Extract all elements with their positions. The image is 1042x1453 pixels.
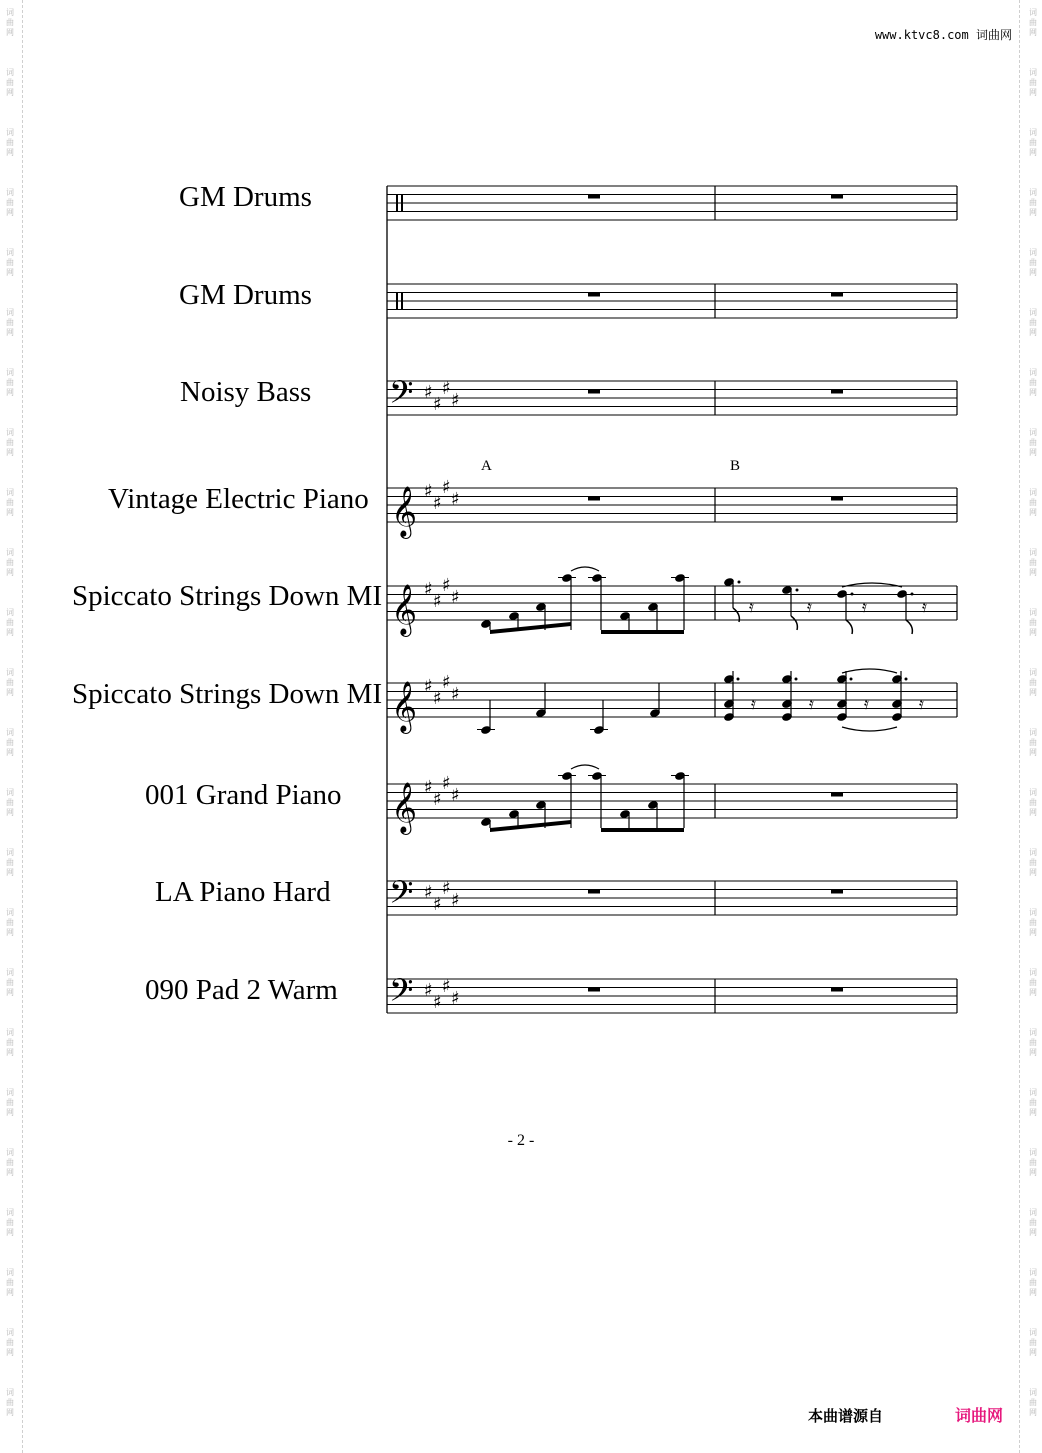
watermark-text: 词 曲 网: [1029, 1028, 1037, 1057]
tie: [571, 567, 599, 571]
watermark-text: 词 曲 网: [1029, 248, 1037, 277]
watermark-text: 词 曲 网: [6, 1328, 14, 1357]
watermark-text: 词 曲 网: [1029, 68, 1037, 97]
sixteenth-rest-icon: 𝄿: [807, 597, 812, 616]
site-name: 词曲网: [975, 28, 1012, 42]
watermark-text: 词 曲 网: [1029, 428, 1037, 457]
watermark-text: 词 曲 网: [6, 428, 14, 457]
sixteenth-rest-icon: 𝄿: [749, 597, 754, 616]
watermark-text: 词 曲 网: [1029, 608, 1037, 637]
bass-clef-icon: 𝄢: [389, 374, 414, 418]
treble-clef-icon: 𝄞: [391, 681, 418, 732]
sharp-icon: ♯: [442, 378, 451, 399]
staccato-dot: [905, 678, 908, 681]
sharp-icon: ♯: [451, 890, 460, 911]
sharp-icon: ♯: [442, 976, 451, 997]
staccato-dot: [738, 581, 741, 584]
sharp-icon: ♯: [433, 789, 442, 810]
percussion-clef: [401, 293, 403, 310]
watermark-text: 词 曲 网: [1029, 788, 1037, 817]
sharp-icon: ♯: [424, 481, 433, 502]
watermark-text: 词 曲 网: [1029, 1268, 1037, 1297]
sixteenth-rest-icon: 𝄿: [809, 694, 814, 713]
sixteenth-rest-icon: 𝄿: [919, 694, 924, 713]
watermark-text: 词 曲 网: [6, 1088, 14, 1117]
watermark-text: 词 曲 网: [6, 608, 14, 637]
watermark-text: 词 曲 网: [1029, 128, 1037, 157]
note-beam: [601, 828, 684, 832]
percussion-clef: [396, 195, 398, 212]
watermark-text: 词 曲 网: [1029, 1388, 1037, 1417]
instrument-label-vintage-electric-piano: Vintage Electric Piano: [108, 483, 369, 515]
watermark-text: 词 曲 网: [6, 8, 14, 37]
staccato-dot: [850, 678, 853, 681]
whole-rest: [831, 390, 843, 394]
watermark-text: 词 曲 网: [6, 1208, 14, 1237]
watermark-text: 词 曲 网: [6, 128, 14, 157]
whole-rest: [831, 497, 843, 501]
sharp-icon: ♯: [433, 591, 442, 612]
rehearsal-mark-a: A: [481, 458, 492, 474]
page-number: - 2 -: [507, 1132, 535, 1149]
bass-clef-icon: 𝄢: [389, 874, 414, 918]
watermark-text: 词 曲 网: [1029, 1328, 1037, 1357]
note-beam: [490, 820, 571, 832]
tie: [842, 669, 897, 673]
sharp-icon: ♯: [433, 493, 442, 514]
staccato-dot: [795, 678, 798, 681]
note-flag: [906, 620, 912, 634]
instrument-label-spiccato-strings-2: Spiccato Strings Down MI: [72, 678, 383, 710]
sixteenth-rest-icon: 𝄿: [862, 597, 867, 616]
sharp-icon: ♯: [424, 882, 433, 903]
sharp-icon: ♯: [433, 992, 442, 1013]
whole-rest: [588, 497, 600, 501]
whole-rest: [588, 293, 600, 297]
staccato-dot: [737, 678, 740, 681]
site-url[interactable]: www.ktvc8.com: [874, 28, 969, 42]
bass-clef-icon: 𝄢: [389, 972, 414, 1016]
watermark-text: 词 曲 网: [6, 968, 14, 997]
instrument-label-grand-piano: 001 Grand Piano: [145, 779, 342, 811]
watermark-text: 词 曲 网: [6, 68, 14, 97]
staff: [387, 672, 957, 734]
staccato-dot: [851, 593, 854, 596]
whole-rest: [831, 293, 843, 297]
staff: [387, 374, 957, 418]
instrument-label-gm-drums-2: GM Drums: [179, 279, 312, 311]
watermark-text: 词 曲 网: [1029, 548, 1037, 577]
note-flag: [846, 620, 852, 634]
whole-rest: [831, 890, 843, 894]
staccato-dot: [796, 589, 799, 592]
watermark-text: 词 曲 网: [6, 1268, 14, 1297]
sixteenth-rest-icon: 𝄿: [864, 694, 869, 713]
watermark-text: 词 曲 网: [1029, 668, 1037, 697]
sharp-icon: ♯: [424, 980, 433, 1001]
whole-rest: [831, 195, 843, 199]
watermark-text: 词 曲 网: [1029, 368, 1037, 397]
percussion-clef: [396, 293, 398, 310]
whole-rest: [831, 793, 843, 797]
sharp-icon: ♯: [442, 773, 451, 794]
sharp-icon: ♯: [451, 988, 460, 1009]
staff: [387, 284, 957, 318]
watermark-text: 词 曲 网: [6, 368, 14, 397]
sharp-icon: ♯: [442, 477, 451, 498]
watermark-text: 词 曲 网: [6, 788, 14, 817]
instrument-label-la-piano-hard: LA Piano Hard: [155, 876, 331, 908]
instrument-label-pad-warm: 090 Pad 2 Warm: [145, 974, 338, 1006]
watermark-text: 词 曲 网: [1029, 1148, 1037, 1177]
treble-clef-icon: 𝄞: [391, 782, 418, 833]
whole-rest: [831, 988, 843, 992]
sharp-icon: ♯: [451, 489, 460, 510]
note-flag: [791, 616, 797, 630]
staff: [387, 773, 957, 835]
staff: [387, 874, 957, 918]
whole-rest: [588, 890, 600, 894]
watermark-text: 词 曲 网: [1029, 728, 1037, 757]
watermark-text: 词 曲 网: [6, 728, 14, 757]
whole-rest: [588, 390, 600, 394]
sharp-icon: ♯: [451, 390, 460, 411]
tie: [842, 727, 897, 731]
note-beam: [601, 630, 684, 634]
watermark-text: 词 曲 网: [1029, 848, 1037, 877]
sharp-icon: ♯: [433, 688, 442, 709]
sharp-icon: ♯: [451, 587, 460, 608]
instrument-label-spiccato-strings-1: Spiccato Strings Down MI: [72, 580, 383, 612]
sharp-icon: ♯: [451, 785, 460, 806]
sharp-icon: ♯: [442, 672, 451, 693]
watermark-text: 词 曲 网: [6, 188, 14, 217]
footer-brand[interactable]: 词曲网: [955, 1406, 1004, 1425]
watermark-text: 词 曲 网: [6, 1148, 14, 1177]
tie: [571, 765, 599, 769]
sharp-icon: ♯: [424, 676, 433, 697]
treble-clef-icon: 𝄞: [391, 486, 418, 537]
footer-source-text: 本曲谱源自: [808, 1407, 884, 1425]
instrument-label-gm-drums-1: GM Drums: [179, 181, 312, 213]
watermark-text: 词 曲 网: [6, 1028, 14, 1057]
sharp-icon: ♯: [424, 579, 433, 600]
treble-clef-icon: 𝄞: [391, 584, 418, 635]
watermark-text: 词 曲 网: [1029, 1088, 1037, 1117]
sharp-icon: ♯: [451, 684, 460, 705]
watermark-text: 词 曲 网: [6, 248, 14, 277]
staff: [387, 972, 957, 1016]
sharp-icon: ♯: [424, 382, 433, 403]
whole-rest: [588, 195, 600, 199]
sharp-icon: ♯: [433, 394, 442, 415]
watermark-text: 词 曲 网: [1029, 188, 1037, 217]
watermark-text: 词 曲 网: [6, 908, 14, 937]
watermark-text: 词 曲 网: [1029, 308, 1037, 337]
staff: [387, 186, 957, 220]
rehearsal-mark-b: B: [730, 458, 741, 474]
staff: [387, 477, 957, 539]
sixteenth-rest-icon: 𝄿: [751, 694, 756, 713]
watermark-text: 词 曲 网: [6, 668, 14, 697]
watermark-text: 词 曲 网: [1029, 908, 1037, 937]
sharp-icon: ♯: [442, 878, 451, 899]
watermark-text: 词 曲 网: [1029, 488, 1037, 517]
watermark-text: 词 曲 网: [1029, 968, 1037, 997]
instrument-label-noisy-bass: Noisy Bass: [180, 376, 312, 408]
note-beam: [490, 622, 571, 634]
percussion-clef: [401, 195, 403, 212]
staff: [387, 575, 957, 637]
sixteenth-rest-icon: 𝄿: [922, 597, 927, 616]
watermark-text: 词 曲 网: [6, 488, 14, 517]
whole-rest: [588, 988, 600, 992]
watermark-text: 词 曲 网: [6, 548, 14, 577]
watermark-text: 词 曲 网: [1029, 8, 1037, 37]
watermark-text: 词 曲 网: [6, 308, 14, 337]
watermark-text: 词 曲 网: [6, 1388, 14, 1417]
watermark-text: 词 曲 网: [6, 848, 14, 877]
sharp-icon: ♯: [424, 777, 433, 798]
sharp-icon: ♯: [442, 575, 451, 596]
sharp-icon: ♯: [433, 894, 442, 915]
watermark-text: 词 曲 网: [1029, 1208, 1037, 1237]
staccato-dot: [911, 593, 914, 596]
